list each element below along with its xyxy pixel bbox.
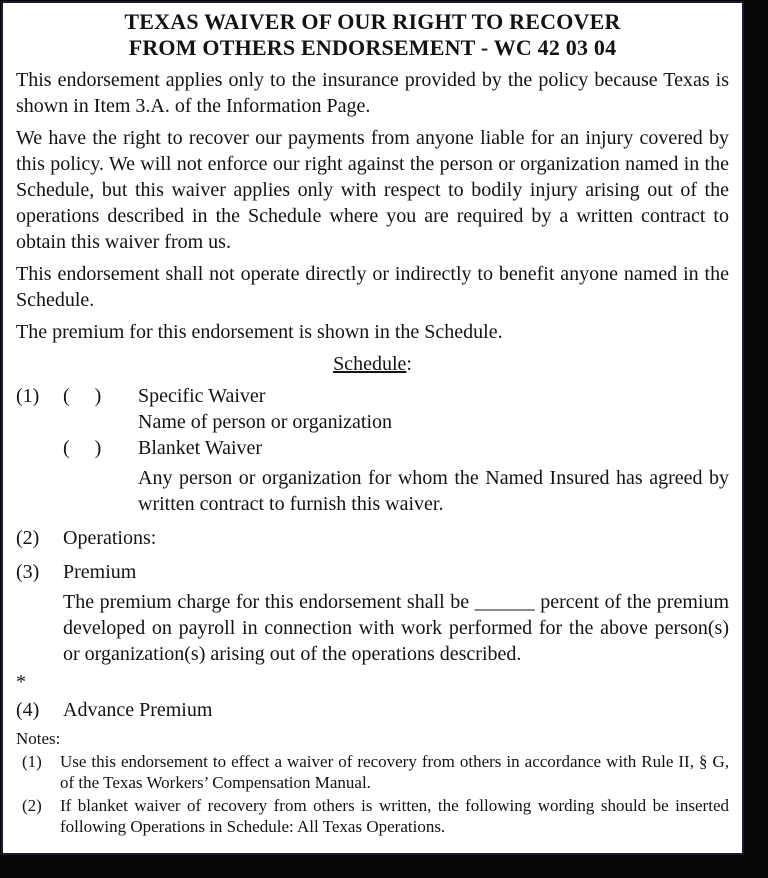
schedule-item-2-row — [16, 525, 729, 551]
note-1-number: (1) — [22, 752, 42, 771]
note-item-2 — [16, 795, 729, 837]
spacer — [63, 409, 138, 435]
document-title — [16, 9, 729, 61]
title-line-2: FROM OTHERS ENDORSEMENT - WC 42 03 04 — [128, 35, 617, 60]
specific-waiver-checkbox[interactable]: ( ) — [63, 385, 102, 407]
paragraph-no-benefit: This endorsement shall not operate directly or indirectly to benefit anyone named in the Schedule. — [16, 263, 729, 311]
paragraph-waiver-terms: We have the right to recover our payments from anyone liable for an injury covered by this policy. We will not enforce our right against the person or organization named in the Schedule, but this waiver applies only with respect to bodily injury arising out of the operations described in the Schedule where you are required by a written contract to obtain this waiver from us. — [16, 127, 729, 253]
schedule-item-1-name-row — [16, 409, 729, 435]
schedule-item-1-blanket-row — [16, 435, 729, 461]
blanket-waiver-checkbox[interactable]: ( ) — [63, 437, 102, 459]
schedule-heading — [16, 351, 729, 377]
item-1-number: (1) — [16, 385, 40, 407]
item-3-number: (3) — [16, 561, 40, 583]
item-4-number: (4) — [16, 699, 40, 721]
notes-heading: Notes: — [16, 729, 61, 748]
paragraph-applicability: This endorsement applies only to the insurance provided by the policy because Texas is shown in Item 3.A. of the Information Page. — [16, 69, 729, 117]
endorsement-document — [1, 1, 744, 855]
blanket-waiver-description: Any person or organization for whom the Named Insured has agreed by written contract to furnish this waiver. — [138, 467, 729, 515]
specific-waiver-label: Specific Waiver — [138, 385, 266, 407]
schedule-item-4-row — [16, 697, 729, 723]
name-of-person-label: Name of person or organization — [138, 411, 392, 433]
asterisk-marker: * — [16, 671, 26, 693]
notes-section — [16, 728, 729, 837]
premium-charge-paragraph: The premium charge for this endorsement shall be ______ percent of the premium developed on payroll in connection with work performed for the above person(s) or organization(s) arising out of the operations described. — [63, 591, 729, 665]
spacer — [16, 409, 63, 435]
note-1-text: Use this endorsement to effect a waiver of recovery from others in accordance with Rule II, § G, of the Texas Workers’ Compensation Manual. — [60, 752, 729, 792]
note-2-text: If blanket waiver of recovery from others is written, the following wording should be inserted following Operations in Schedule: All Texas Operations. — [60, 796, 729, 836]
schedule-item-1-specific-row — [16, 383, 729, 409]
schedule-heading-text: Schedule — [333, 353, 407, 375]
blanket-waiver-label: Blanket Waiver — [138, 437, 263, 459]
operations-label: Operations: — [63, 527, 157, 549]
advance-premium-label: Advance Premium — [63, 699, 213, 721]
title-line-1: TEXAS WAIVER OF OUR RIGHT TO RECOVER — [124, 9, 621, 34]
schedule-item-3-row — [16, 559, 729, 585]
spacer — [16, 435, 63, 461]
item-2-number: (2) — [16, 527, 40, 549]
paragraph-premium-shown: The premium for this endorsement is shown in the Schedule. — [16, 321, 503, 343]
note-2-number: (2) — [22, 796, 42, 815]
premium-label: Premium — [63, 561, 137, 583]
schedule-heading-colon: : — [406, 353, 412, 375]
note-item-1 — [16, 751, 729, 793]
